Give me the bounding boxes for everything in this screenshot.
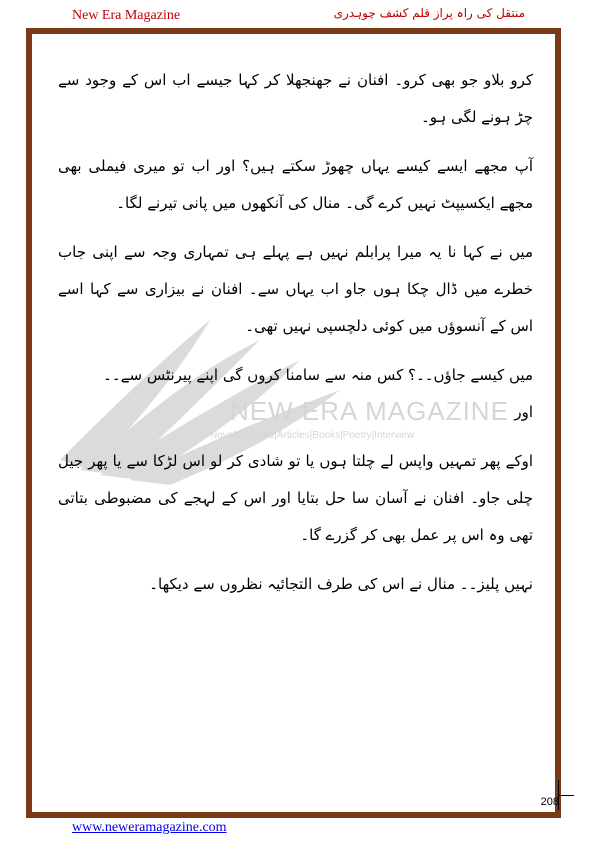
paragraph: میں نے کہا نا یہ میرا پرابلم نہیں ہے پہلے ہی تمہاری وجہ سے اپنی جاب خطرے میں ڈال چکا ہوں جاو اب یہاں سے۔ افنان نے بیزاری سے کہا اسے اس کے آنسوؤں میں کوئی دلچسپی نہیں تھی۔ (58, 243, 533, 335)
novel-credit: منتقل کی راہ پراز قلم کشف چوہدری (333, 6, 525, 20)
paragraph: میں کیسے جاؤں۔۔؟ کس منہ سے سامنا کروں گی اپنے پیرنٹس سے۔۔ (103, 366, 533, 384)
page-number: 208 (540, 796, 559, 808)
paragraph: نہیں پلیز۔۔ منال نے اس کی طرف التجائیہ نظروں سے دیکھا۔ (149, 575, 533, 593)
watermark-title: NEW ERA MAGAZINE (230, 396, 509, 426)
magazine-name: New Era Magazine (72, 8, 181, 23)
watermark-subtitle: Novels|Afsana|Articles|Books|Poetry|Interview (210, 430, 415, 441)
paragraph: آپ مجھے ایسے کیسے یہاں چھوڑ سکتے ہیں؟ اور اب تو میری فیملی بھی مجھے ایکسیپٹ نہیں کرے گی۔ منال کی آنکھوں میں پانی تیرنے لگا۔ (58, 157, 533, 212)
paragraph: اوکے پھر تمہیں واپس لے چلتا ہوں یا تو شادی کر لو اس لڑکا سے یا پھر جیل چلی جاو۔ افنان نے آسان سا حل بتایا اور اس کے لہجے کی مضبوطی بتاتی تھی وہ اس پر عمل بھی کر گزرے گا۔ (58, 452, 533, 544)
website-link[interactable]: www.neweramagazine.com (72, 820, 227, 835)
paragraph: کرو بلاو جو بھی کرو۔ افنان نے جھنجھلا کر کہا جیسے اب اس کے وجود سے چڑ ہونے لگی ہو۔ (58, 71, 533, 126)
paragraph: اور (514, 403, 533, 421)
story-text (58, 62, 533, 615)
page-number-rule (558, 795, 574, 796)
